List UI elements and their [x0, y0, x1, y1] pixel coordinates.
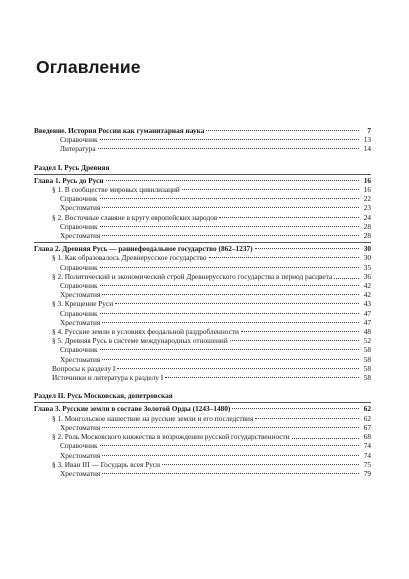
toc-leader-dots	[255, 418, 359, 419]
toc-entry-label: Хрестоматия	[60, 231, 101, 241]
toc-page-number: 28	[363, 221, 371, 231]
toc-leader-dots	[209, 257, 359, 258]
toc-entry[interactable]	[34, 299, 371, 308]
toc-entry[interactable]	[34, 364, 371, 373]
toc-leader-dots	[165, 377, 359, 378]
toc-leader-dots	[98, 148, 359, 149]
toc-page-number: 67	[363, 422, 371, 432]
toc-leader-dots	[102, 322, 359, 323]
page-title: Оглавление	[36, 57, 141, 77]
toc-entry-label: Литература	[60, 144, 96, 154]
toc-entry-label: Хрестоматия	[60, 468, 101, 478]
toc-leader-dots	[292, 438, 359, 439]
toc-leader-dots	[102, 427, 359, 428]
toc-entry[interactable]	[34, 194, 371, 203]
toc-leader-dots	[255, 248, 359, 249]
toc-page-number: 35	[363, 262, 371, 272]
toc-leader-dots	[102, 294, 359, 295]
toc-entry[interactable]	[34, 373, 371, 382]
section-rule	[34, 402, 371, 403]
toc-page-number: 62	[363, 404, 371, 414]
toc-leader-dots	[117, 368, 359, 369]
toc-chapter[interactable]	[34, 126, 371, 135]
toc-entry-label: Хрестоматия	[60, 290, 101, 300]
toc-entry-label: § 2. Политический и экономический строй Древнерусского государства в период расцвета	[52, 271, 333, 281]
toc-entry-label: Раздел I. Русь Древняя	[34, 162, 110, 172]
toc-page-number: 16	[363, 175, 371, 185]
toc-entry-label: Глава 2. Древняя Русь — раннефеодальное государство (862–1237)	[34, 244, 253, 254]
toc-leader-dots	[102, 359, 359, 360]
toc-entry[interactable]	[34, 281, 371, 290]
toc-page-number: 14	[363, 144, 371, 154]
toc-page-number: 43	[363, 299, 371, 309]
toc-page-number: 58	[363, 373, 371, 383]
toc-entry-label: § 1. Как образовалось Древнерусское государство	[52, 253, 207, 263]
toc-chapter[interactable]	[34, 244, 371, 253]
toc-entry-label: Справочник	[60, 194, 98, 204]
toc-entry[interactable]	[34, 469, 371, 478]
toc-entry-label: § 3. Крещение Руси	[52, 299, 114, 309]
toc-entry[interactable]	[34, 355, 371, 364]
toc-page-number: 58	[363, 354, 371, 364]
toc-entry-label: § 1. В сообществе мировых цивилизаций	[52, 185, 180, 195]
toc-page-number: 28	[363, 231, 371, 241]
toc-entry-label: § 3. Иван III — Государь всея Руси	[52, 459, 161, 469]
toc-entry[interactable]	[34, 144, 371, 153]
toc-entry[interactable]	[34, 222, 371, 231]
toc-leader-dots	[182, 189, 359, 190]
toc-entry-label: Справочник	[60, 281, 98, 291]
toc-page-number: 58	[363, 345, 371, 355]
section-heading[interactable]	[34, 391, 371, 400]
toc-entry[interactable]	[34, 263, 371, 272]
toc-leader-dots	[100, 198, 359, 199]
toc-leader-dots	[115, 303, 359, 304]
toc-entry[interactable]	[34, 272, 371, 281]
section-heading[interactable]	[34, 163, 371, 172]
toc-entry-label: Справочник	[60, 441, 98, 451]
toc-leader-dots	[162, 464, 359, 465]
toc-entry[interactable]	[34, 441, 371, 450]
toc-entry-label: § 1. Монгольское нашествие на русские земли и его последствия	[52, 413, 254, 423]
toc-page-number: 58	[363, 363, 371, 373]
toc-leader-dots	[219, 217, 359, 218]
toc-page-number: 62	[363, 413, 371, 423]
toc-entry[interactable]	[34, 423, 371, 432]
toc-page-number: 52	[363, 336, 371, 346]
toc-leader-dots	[206, 130, 359, 131]
toc-page-number: 7	[367, 126, 371, 135]
toc-entry-label: Справочник	[60, 345, 98, 355]
toc-entry[interactable]	[34, 345, 371, 354]
toc-chapter[interactable]	[34, 176, 371, 185]
toc-entry-label: Раздел II. Русь Московская, допетровская	[34, 391, 173, 401]
toc-entry-label: § 2. Восточные славяне в кругу европейских народов	[52, 212, 218, 222]
toc-page-number: 79	[363, 468, 371, 478]
toc-entry[interactable]	[34, 203, 371, 212]
toc-page-number: 13	[363, 135, 371, 145]
toc-entry-label: Источники и литература к разделу I	[52, 373, 164, 383]
toc-page-number: 22	[363, 194, 371, 204]
toc-leader-dots	[106, 180, 359, 181]
toc-entry-label: Хрестоматия	[60, 317, 101, 327]
toc-entry[interactable]	[34, 451, 371, 460]
toc-entry[interactable]	[34, 231, 371, 240]
toc-page-number: 68	[363, 432, 371, 442]
toc-page-number: 47	[363, 317, 371, 327]
toc-leader-dots	[100, 445, 359, 446]
toc-chapter[interactable]	[34, 404, 371, 413]
toc-entry[interactable]	[34, 290, 371, 299]
toc-entry-label: Справочник	[60, 221, 98, 231]
toc-leader-dots	[100, 267, 359, 268]
toc-page-number: 36	[363, 271, 371, 281]
toc-leader-dots	[232, 408, 359, 409]
toc-page-number: 75	[363, 459, 371, 469]
section-rule	[34, 174, 371, 175]
toc-entry[interactable]	[34, 185, 371, 194]
toc-leader-dots	[102, 473, 359, 474]
toc-entry-label: Справочник	[60, 262, 98, 272]
toc-leader-dots	[102, 455, 359, 456]
toc-entry-label: § 2. Роль Московского княжества в возрождении русской государственности	[52, 432, 290, 442]
toc-leader-dots	[100, 313, 359, 314]
toc-page-number: 42	[363, 290, 371, 300]
toc-page-number: 47	[363, 308, 371, 318]
toc-entry-label: Вопросы к разделу I	[52, 363, 116, 373]
toc-leader-dots	[100, 349, 359, 350]
toc-leader-dots	[334, 278, 359, 279]
toc-leader-dots	[100, 226, 359, 227]
toc-entry[interactable]	[34, 135, 371, 144]
toc-page-number: 24	[363, 212, 371, 222]
toc-entry-label: Справочник	[60, 308, 98, 318]
toc-page-number: 48	[363, 327, 371, 337]
toc-entry[interactable]	[34, 414, 371, 423]
toc-page-number: 23	[363, 203, 371, 213]
chapter-rule	[34, 242, 371, 243]
toc-page-number: 30	[363, 253, 371, 263]
toc-entry-label: Хрестоматия	[60, 450, 101, 460]
toc-entry[interactable]	[34, 460, 371, 469]
toc-leader-dots	[230, 340, 359, 341]
toc-entry-label: Справочник	[60, 135, 98, 145]
toc-leader-dots	[100, 139, 359, 140]
toc-entry-label: Хрестоматия	[60, 422, 101, 432]
toc-entry[interactable]	[34, 327, 371, 336]
toc-entry[interactable]	[34, 336, 371, 345]
toc-entry-label: Глава 1. Русь до Руси	[34, 175, 104, 185]
toc-page-number: 74	[363, 450, 371, 460]
toc-page-number: 30	[363, 244, 371, 254]
toc-entry-label: Хрестоматия	[60, 354, 101, 364]
toc-page-number: 74	[363, 441, 371, 451]
toc-entry-label: Хрестоматия	[60, 203, 101, 213]
toc-leader-dots	[241, 331, 359, 332]
toc-leader-dots	[100, 285, 359, 286]
toc-leader-dots	[102, 207, 359, 208]
toc-entry[interactable]	[34, 253, 371, 262]
toc-entry-label: Введение. История России как гуманитарная наука	[34, 126, 205, 135]
toc-page-number: 16	[363, 185, 371, 195]
toc-entry[interactable]	[34, 432, 371, 441]
toc-leader-dots	[102, 235, 359, 236]
toc-entry-label: § 5. Древняя Русь в системе международных отношений	[52, 336, 228, 346]
toc-entry[interactable]	[34, 309, 371, 318]
toc-entry-label: § 4. Русские земли в условиях феодальной раздробленности	[52, 327, 239, 337]
toc-entry-label: Глава 3. Русские земли в составе Золотой Орды (1243–1480)	[34, 404, 231, 414]
toc-entry[interactable]	[34, 213, 371, 222]
toc-page-number: 42	[363, 281, 371, 291]
toc-entry[interactable]	[34, 318, 371, 327]
table-of-contents	[34, 126, 371, 478]
